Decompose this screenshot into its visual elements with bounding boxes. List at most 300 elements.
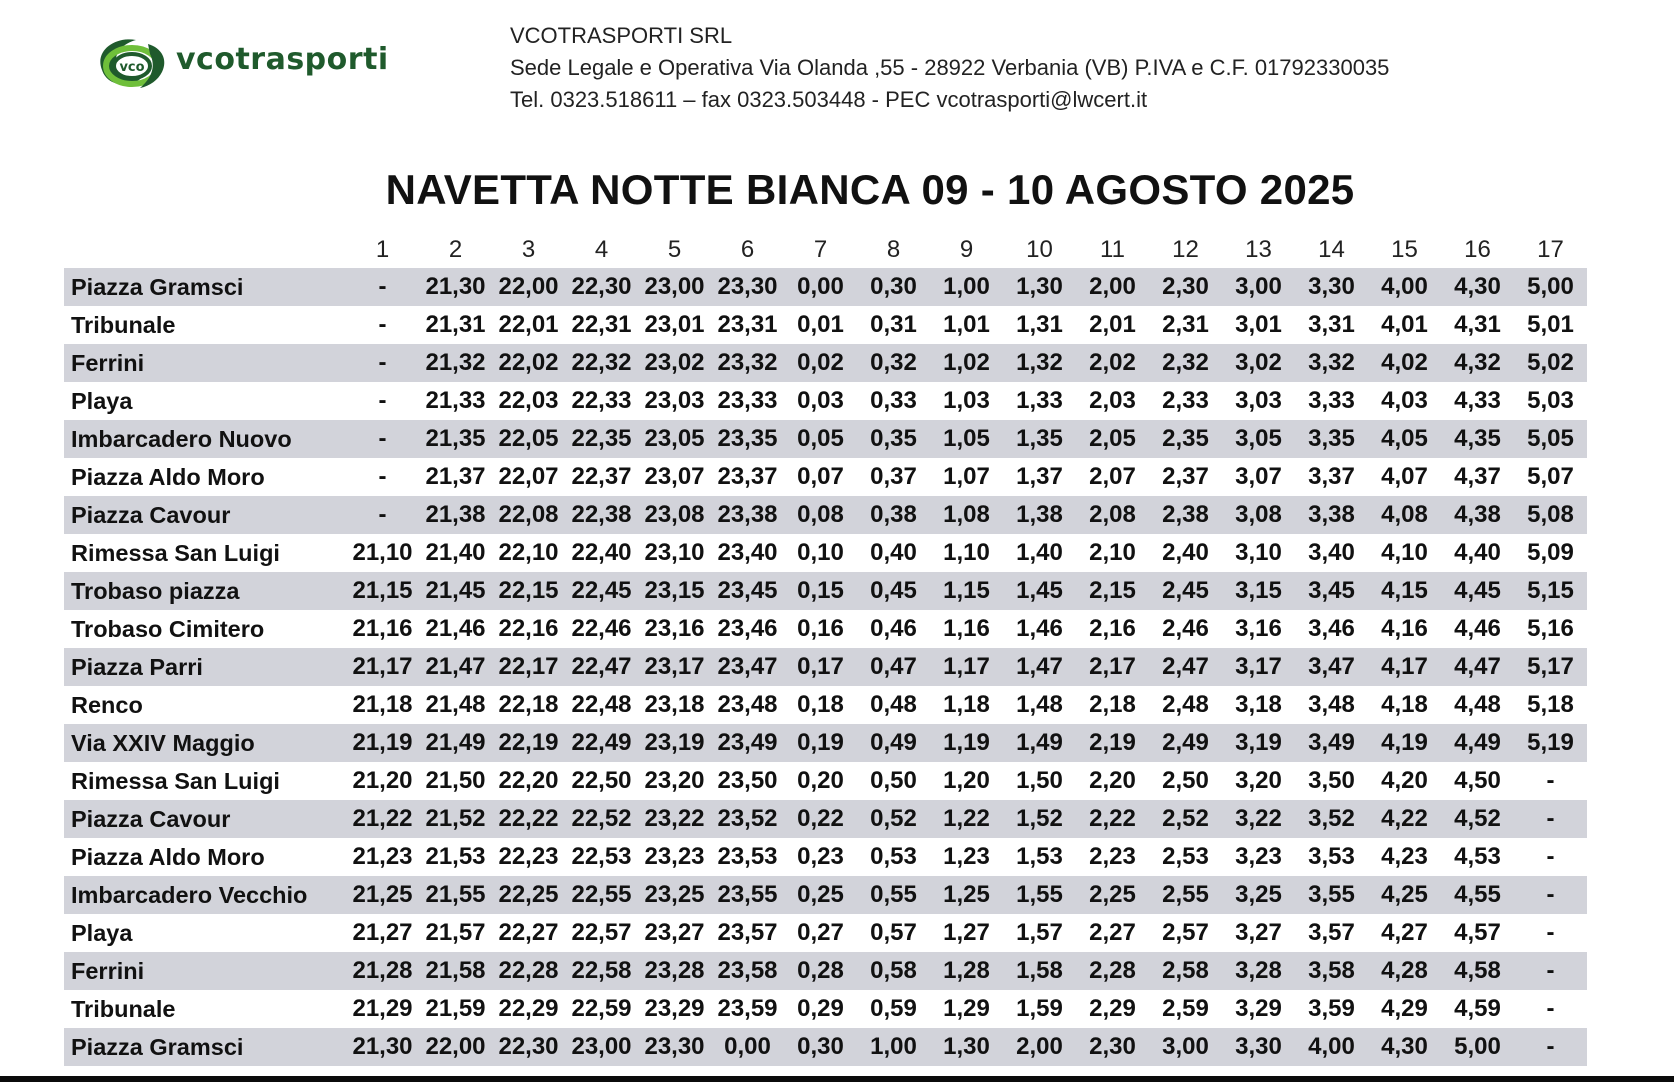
departure-time: 1,35 [1003,420,1076,458]
departure-time: 23,16 [638,610,711,648]
departure-time: 23,55 [711,876,784,914]
stop-name: Piazza Parri [64,648,346,686]
departure-time: 0,45 [857,572,930,610]
departure-time: 22,32 [565,344,638,382]
departure-time: 23,38 [711,496,784,534]
departure-time: 22,27 [492,914,565,952]
departure-time: 23,01 [638,306,711,344]
departure-time: 1,46 [1003,610,1076,648]
departure-time: 2,07 [1076,458,1149,496]
departure-time: 23,32 [711,344,784,382]
departure-time: 2,29 [1076,990,1149,1028]
departure-time: 22,30 [565,268,638,306]
departure-time: 2,20 [1076,762,1149,800]
departure-time: 22,52 [565,800,638,838]
departure-time: 4,46 [1441,610,1514,648]
stop-name: Playa [64,382,346,420]
departure-time: 0,17 [784,648,857,686]
departure-time: 22,33 [565,382,638,420]
run-number-header: 11 [1100,236,1125,263]
departure-time: 1,01 [930,306,1003,344]
departure-time: 4,38 [1441,496,1514,534]
table-row [64,610,1587,648]
departure-time: 4,33 [1441,382,1514,420]
departure-time: 2,28 [1076,952,1149,990]
departure-time: 1,15 [930,572,1003,610]
departure-time: 23,29 [638,990,711,1028]
departure-time: 23,05 [638,420,711,458]
departure-time: 0,57 [857,914,930,952]
column-header-row [64,232,1587,268]
departure-time: 0,19 [784,724,857,762]
departure-time: - [346,344,419,382]
stop-name: Ferrini [64,952,346,990]
departure-time: 22,20 [492,762,565,800]
departure-time: 0,50 [857,762,930,800]
departure-time: 1,00 [930,268,1003,306]
departure-time: 0,05 [784,420,857,458]
page-title [0,166,1674,214]
departure-time: 0,00 [784,268,857,306]
departure-time: 2,30 [1149,268,1222,306]
run-number-header: 1 [375,236,390,263]
departure-time: 23,10 [638,534,711,572]
departure-time: 5,01 [1514,306,1587,344]
departure-time: 4,16 [1368,610,1441,648]
departure-time: 22,58 [565,952,638,990]
departure-time: 0,01 [784,306,857,344]
stop-name: Tribunale [64,306,346,344]
departure-time: 2,16 [1076,610,1149,648]
departure-time: 0,30 [784,1028,857,1066]
departure-time: 1,30 [930,1028,1003,1066]
departure-time: 23,49 [711,724,784,762]
departure-time: 1,18 [930,686,1003,724]
departure-time: 21,53 [419,838,492,876]
departure-time: 4,17 [1368,648,1441,686]
departure-time: 22,30 [492,1028,565,1066]
departure-time: 2,00 [1003,1028,1076,1066]
departure-time: 0,48 [857,686,930,724]
departure-time: 0,35 [857,420,930,458]
departure-time: 3,46 [1295,610,1368,648]
departure-time: 23,45 [711,572,784,610]
table-row [64,914,1587,952]
departure-time: 4,32 [1441,344,1514,382]
departure-time: 4,52 [1441,800,1514,838]
departure-time: 22,23 [492,838,565,876]
departure-time: 4,30 [1441,268,1514,306]
departure-time: 22,05 [492,420,565,458]
departure-time: - [1514,876,1587,914]
departure-time: 23,22 [638,800,711,838]
table-row [64,838,1587,876]
departure-time: 3,37 [1295,458,1368,496]
departure-time: 22,38 [565,496,638,534]
departure-time: 23,37 [711,458,784,496]
departure-time: 0,03 [784,382,857,420]
departure-time: - [1514,952,1587,990]
departure-time: 22,03 [492,382,565,420]
departure-time: 0,31 [857,306,930,344]
departure-time: 4,31 [1441,306,1514,344]
logo-emblem-icon [88,30,174,96]
departure-time: 2,05 [1076,420,1149,458]
departure-time: 3,55 [1295,876,1368,914]
departure-time: 23,00 [565,1028,638,1066]
run-number-header: 14 [1318,236,1345,263]
table-row [64,990,1587,1028]
departure-time: 22,18 [492,686,565,724]
departure-time: - [346,306,419,344]
departure-time: 2,35 [1149,420,1222,458]
table-row [64,686,1587,724]
departure-time: 3,35 [1295,420,1368,458]
departure-time: 0,58 [857,952,930,990]
departure-time: 21,37 [419,458,492,496]
departure-time: 4,15 [1368,572,1441,610]
departure-time: 0,22 [784,800,857,838]
departure-time: 3,30 [1222,1028,1295,1066]
departure-time: 3,28 [1222,952,1295,990]
departure-time: - [1514,762,1587,800]
departure-time: 3,52 [1295,800,1368,838]
departure-time: 1,23 [930,838,1003,876]
departure-time: - [346,458,419,496]
departure-time: 2,48 [1149,686,1222,724]
departure-time: 22,17 [492,648,565,686]
run-number-header: 12 [1172,236,1199,263]
departure-time: 4,37 [1441,458,1514,496]
departure-time: 21,20 [346,762,419,800]
stop-name: Trobaso piazza [64,572,346,610]
departure-time: 2,59 [1149,990,1222,1028]
departure-time: 21,30 [346,1028,419,1066]
departure-time: 23,30 [638,1028,711,1066]
table-row [64,458,1587,496]
departure-time: 21,48 [419,686,492,724]
departure-time: 1,40 [1003,534,1076,572]
departure-time: 4,18 [1368,686,1441,724]
departure-time: 22,22 [492,800,565,838]
departure-time: 23,03 [638,382,711,420]
departure-time: 3,10 [1222,534,1295,572]
departure-time: 22,47 [565,648,638,686]
departure-time: 3,15 [1222,572,1295,610]
run-number-header: 4 [594,236,609,263]
departure-time: 3,03 [1222,382,1295,420]
departure-time: 23,33 [711,382,784,420]
departure-time: 21,32 [419,344,492,382]
departure-time: 0,33 [857,382,930,420]
departure-time: 3,38 [1295,496,1368,534]
departure-time: 2,27 [1076,914,1149,952]
stop-name: Via XXIV Maggio [64,724,346,762]
departure-time: 5,15 [1514,572,1587,610]
departure-time: 22,37 [565,458,638,496]
departure-time: 0,29 [784,990,857,1028]
departure-time: 5,19 [1514,724,1587,762]
departure-time: 3,18 [1222,686,1295,724]
departure-time: 4,01 [1368,306,1441,344]
departure-time: 4,57 [1441,914,1514,952]
departure-time: 5,00 [1441,1028,1514,1066]
departure-time: 22,59 [565,990,638,1028]
departure-time: 22,49 [565,724,638,762]
departure-time: 4,22 [1368,800,1441,838]
departure-time: 5,17 [1514,648,1587,686]
departure-time: 0,30 [857,268,930,306]
departure-time: 1,50 [1003,762,1076,800]
departure-time: 23,53 [711,838,784,876]
departure-time: 2,31 [1149,306,1222,344]
departure-time: 0,25 [784,876,857,914]
company-logo [88,30,448,100]
run-number-header: 16 [1464,236,1491,263]
departure-time: 22,48 [565,686,638,724]
departure-time: 3,48 [1295,686,1368,724]
departure-time: 4,30 [1368,1028,1441,1066]
timetable [64,232,1587,1066]
departure-time: 0,55 [857,876,930,914]
departure-time: 23,20 [638,762,711,800]
departure-time: 0,28 [784,952,857,990]
departure-time: 21,40 [419,534,492,572]
departure-time: 5,03 [1514,382,1587,420]
departure-time: 3,31 [1295,306,1368,344]
departure-time: 21,25 [346,876,419,914]
table-row [64,572,1587,610]
departure-time: 1,27 [930,914,1003,952]
departure-time: 2,33 [1149,382,1222,420]
departure-time: 1,33 [1003,382,1076,420]
departure-time: 1,19 [930,724,1003,762]
departure-time: 5,18 [1514,686,1587,724]
departure-time: 0,37 [857,458,930,496]
departure-time: 2,18 [1076,686,1149,724]
run-number-header: 15 [1391,236,1418,263]
departure-time: 4,08 [1368,496,1441,534]
departure-time: 2,10 [1076,534,1149,572]
departure-time: 22,28 [492,952,565,990]
company-name: VCOTRASPORTI SRL [510,23,733,48]
departure-time: 0,46 [857,610,930,648]
departure-time: 21,23 [346,838,419,876]
departure-time: 23,25 [638,876,711,914]
departure-time: 2,40 [1149,534,1222,572]
departure-time: 22,46 [565,610,638,648]
departure-time: 21,57 [419,914,492,952]
run-number-header: 9 [959,236,974,263]
departure-time: 1,00 [857,1028,930,1066]
stop-name: Piazza Aldo Moro [64,458,346,496]
departure-time: 4,27 [1368,914,1441,952]
logo-wordmark: vcotrasporti [176,42,389,77]
departure-time: 23,57 [711,914,784,952]
company-address: Sede Legale e Operativa Via Olanda ,55 - 28922 Verbania (VB) P.IVA e C.F. 01792330035 [510,55,1390,80]
departure-time: 2,02 [1076,344,1149,382]
departure-time: 22,02 [492,344,565,382]
departure-time: 2,19 [1076,724,1149,762]
departure-time: 23,35 [711,420,784,458]
departure-time: 4,45 [1441,572,1514,610]
departure-time: 5,16 [1514,610,1587,648]
departure-time: 0,20 [784,762,857,800]
departure-time: 1,32 [1003,344,1076,382]
departure-time: 23,40 [711,534,784,572]
departure-time: 1,45 [1003,572,1076,610]
departure-time: 21,16 [346,610,419,648]
departure-time: 23,58 [711,952,784,990]
departure-time: - [1514,990,1587,1028]
departure-time: 0,02 [784,344,857,382]
departure-time: 22,00 [492,268,565,306]
run-number-header: 2 [448,236,463,263]
departure-time: 2,23 [1076,838,1149,876]
departure-time: 3,57 [1295,914,1368,952]
departure-time: 4,53 [1441,838,1514,876]
departure-time: 3,59 [1295,990,1368,1028]
table-row [64,800,1587,838]
departure-time: - [1514,914,1587,952]
departure-time: 22,29 [492,990,565,1028]
departure-time: 4,07 [1368,458,1441,496]
stop-name: Piazza Gramsci [64,1028,346,1066]
departure-time: 22,53 [565,838,638,876]
departure-time: 21,29 [346,990,419,1028]
departure-time: - [346,496,419,534]
departure-time: 3,50 [1295,762,1368,800]
departure-time: 2,03 [1076,382,1149,420]
departure-time: 23,31 [711,306,784,344]
departure-time: 23,08 [638,496,711,534]
departure-time: 1,47 [1003,648,1076,686]
company-info [510,20,1389,116]
departure-time: 22,50 [565,762,638,800]
departure-time: - [346,268,419,306]
departure-time: 2,38 [1149,496,1222,534]
departure-time: 5,02 [1514,344,1587,382]
departure-time: 4,25 [1368,876,1441,914]
departure-time: 0,08 [784,496,857,534]
departure-time: 23,50 [711,762,784,800]
departure-time: 22,31 [565,306,638,344]
departure-time: 1,49 [1003,724,1076,762]
departure-time: 3,47 [1295,648,1368,686]
departure-time: 21,59 [419,990,492,1028]
departure-time: 0,27 [784,914,857,952]
stop-name: Piazza Cavour [64,496,346,534]
stop-name: Piazza Gramsci [64,268,346,306]
departure-time: 1,20 [930,762,1003,800]
table-row [64,420,1587,458]
departure-time: 3,25 [1222,876,1295,914]
departure-time: 2,57 [1149,914,1222,952]
table-row [64,648,1587,686]
departure-time: 3,58 [1295,952,1368,990]
departure-time: 2,22 [1076,800,1149,838]
page-title-text: NAVETTA NOTTE BIANCA 09 - 10 AGOSTO 2025 [385,166,1355,213]
stop-name: Tribunale [64,990,346,1028]
departure-time: 1,25 [930,876,1003,914]
departure-time: 1,37 [1003,458,1076,496]
departure-time: 3,07 [1222,458,1295,496]
departure-time: 1,02 [930,344,1003,382]
stop-name: Rimessa San Luigi [64,762,346,800]
departure-time: 1,07 [930,458,1003,496]
departure-time: 21,30 [419,268,492,306]
departure-time: 3,01 [1222,306,1295,344]
departure-time: 4,20 [1368,762,1441,800]
departure-time: 22,25 [492,876,565,914]
departure-time: 4,35 [1441,420,1514,458]
departure-time: 1,57 [1003,914,1076,952]
departure-time: 0,07 [784,458,857,496]
departure-time: 1,31 [1003,306,1076,344]
table-row [64,534,1587,572]
departure-time: 23,27 [638,914,711,952]
departure-time: 1,52 [1003,800,1076,838]
departure-time: 1,22 [930,800,1003,838]
departure-time: - [346,420,419,458]
departure-time: 5,05 [1514,420,1587,458]
departure-time: 0,47 [857,648,930,686]
departure-time: 2,49 [1149,724,1222,762]
stop-name: Imbarcadero Nuovo [64,420,346,458]
table-row [64,344,1587,382]
stop-name: Imbarcadero Vecchio [64,876,346,914]
departure-time: 3,49 [1295,724,1368,762]
departure-time: 21,35 [419,420,492,458]
departure-time: 0,16 [784,610,857,648]
departure-time: 2,58 [1149,952,1222,990]
departure-time: 0,40 [857,534,930,572]
departure-time: - [346,382,419,420]
departure-time: 2,55 [1149,876,1222,914]
departure-time: 2,50 [1149,762,1222,800]
table-row [64,306,1587,344]
departure-time: 23,59 [711,990,784,1028]
departure-time: 21,58 [419,952,492,990]
table-row [64,876,1587,914]
run-number-header: 3 [521,236,536,263]
table-row [64,762,1587,800]
departure-time: 0,32 [857,344,930,382]
departure-time: 23,30 [711,268,784,306]
departure-time: 4,00 [1295,1028,1368,1066]
bottom-border [0,1076,1674,1082]
departure-time: 2,08 [1076,496,1149,534]
departure-time: 4,28 [1368,952,1441,990]
departure-time: 2,17 [1076,648,1149,686]
departure-time: 1,48 [1003,686,1076,724]
departure-time: 22,55 [565,876,638,914]
departure-time: 1,59 [1003,990,1076,1028]
departure-time: 1,03 [930,382,1003,420]
departure-time: 4,05 [1368,420,1441,458]
departure-time: 1,28 [930,952,1003,990]
departure-time: 23,46 [711,610,784,648]
departure-time: - [1514,838,1587,876]
departure-time: 4,58 [1441,952,1514,990]
table-row [64,268,1587,306]
departure-time: 21,33 [419,382,492,420]
departure-time: 21,17 [346,648,419,686]
run-number-header: 10 [1026,236,1053,263]
departure-time: 4,00 [1368,268,1441,306]
run-number-header: 13 [1245,236,1272,263]
departure-time: 4,40 [1441,534,1514,572]
